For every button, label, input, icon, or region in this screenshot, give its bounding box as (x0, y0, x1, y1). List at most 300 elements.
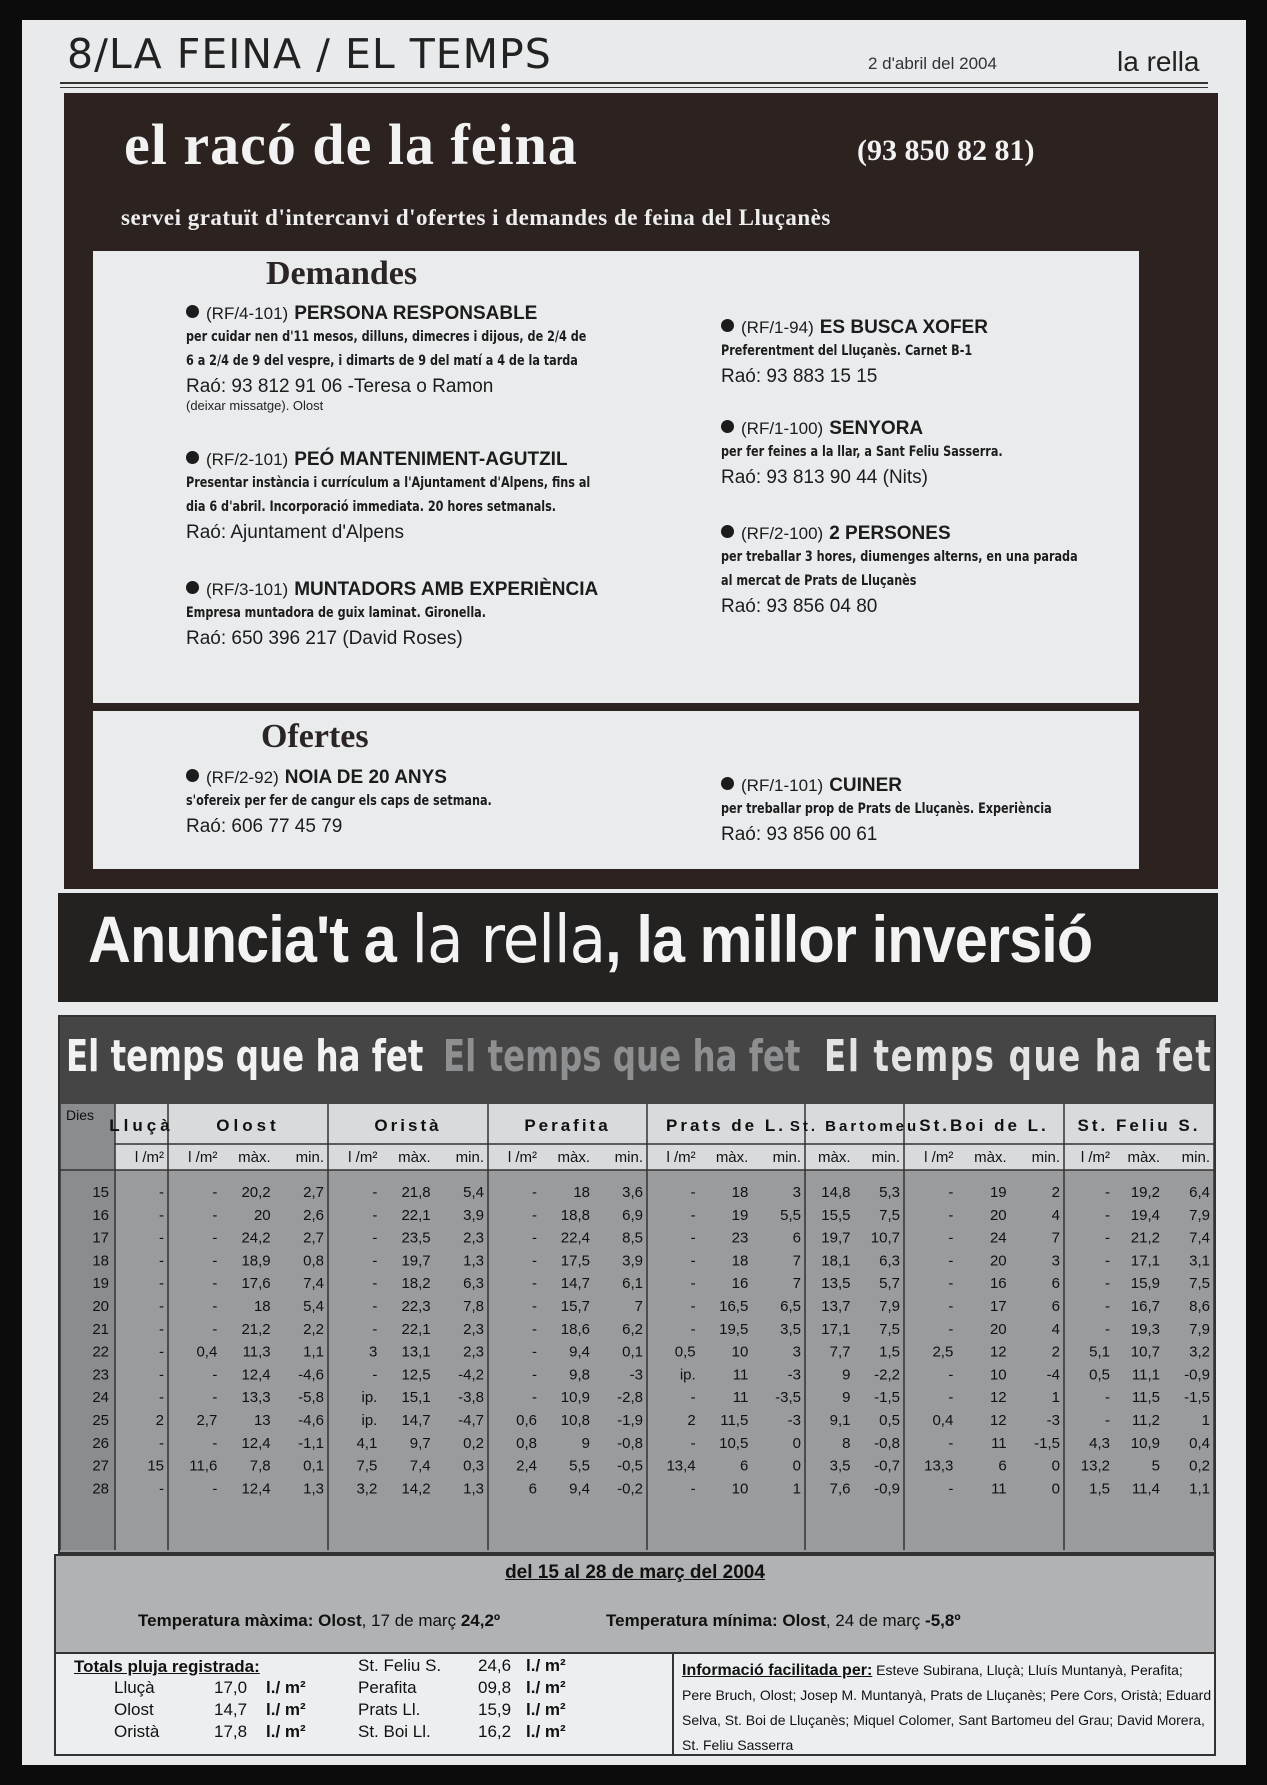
table-cell: 0,4 (196, 1343, 218, 1361)
column-subheader: min. (455, 1149, 484, 1166)
table-cell: ip. (361, 1389, 378, 1407)
table-cell: -4,2 (458, 1366, 484, 1384)
rain-total-value: 14,7 (214, 1700, 248, 1719)
table-cell: 3,5 (780, 1320, 801, 1338)
table-cell: 5 (1151, 1457, 1160, 1475)
table-cell: 4,3 (1089, 1434, 1110, 1452)
section-title: 8/LA FEINA / EL TEMPS (67, 30, 552, 78)
rain-total-value: 17,8 (214, 1722, 248, 1741)
table-cell: 5,5 (780, 1206, 801, 1224)
table-cell: 2,4 (516, 1457, 537, 1475)
table-cell: 10,8 (560, 1412, 590, 1429)
table-cell: 12 (989, 1412, 1007, 1429)
table-cell: ip. (679, 1366, 696, 1384)
days-label: Dies (66, 1107, 95, 1123)
table-cell: - (1105, 1412, 1110, 1429)
table-cell: 11,5 (1131, 1389, 1160, 1407)
table-cell: 1,5 (1089, 1480, 1110, 1498)
table-cell: - (948, 1252, 954, 1270)
table-cell: 11 (732, 1389, 749, 1407)
table-cell: 7,8 (249, 1457, 271, 1475)
table-cell: 17,5 (560, 1252, 590, 1270)
table-cell: -4,7 (458, 1412, 484, 1429)
table-cell: 8 (842, 1434, 851, 1452)
rain-total-value: 16,2 (478, 1722, 512, 1741)
table-cell: -1,5 (874, 1389, 900, 1407)
column-subheader: min. (772, 1149, 801, 1166)
table-cell: 0,8 (303, 1252, 324, 1270)
table-cell: - (948, 1184, 954, 1201)
table-cell: 19,5 (719, 1320, 749, 1338)
table-cell: 2 (1051, 1343, 1060, 1361)
table-cell: 12 (989, 1389, 1007, 1407)
table-cell: 6,9 (622, 1206, 643, 1224)
job-item: (RF/3-101) MUNTADORS AMB EXPERIÈNCIA Empresa muntadora de guix laminat. Gironella. Raó: 650 396 217 (David Roses) (186, 579, 599, 649)
rain-total-value: 24,6 (478, 1656, 512, 1675)
table-cell: 15,7 (560, 1298, 590, 1315)
table-cell: 20 (989, 1206, 1007, 1224)
table-cell: - (212, 1298, 218, 1315)
table-cell: - (212, 1389, 218, 1407)
table-cell: 13,3 (924, 1457, 954, 1475)
table-cell: 19,7 (821, 1229, 851, 1247)
table-cell: -1,9 (617, 1412, 643, 1429)
table-cell: - (159, 1184, 164, 1201)
table-cell: - (532, 1298, 537, 1315)
issue-date: 2 d'abril del 2004 (868, 54, 997, 73)
table-cell: 15,1 (401, 1389, 431, 1407)
table-cell: 18,6 (560, 1320, 590, 1338)
table-cell: 2 (1051, 1184, 1060, 1201)
table-cell: 2 (687, 1412, 696, 1429)
table-cell: 3 (792, 1184, 801, 1201)
table-cell: 7,5 (879, 1206, 900, 1224)
table-cell: 23 (731, 1229, 749, 1247)
table-cell: 7 (634, 1298, 643, 1315)
table-cell: 4 (1051, 1206, 1060, 1224)
table-cell: 8,5 (622, 1229, 643, 1247)
table-cell: 20,2 (241, 1184, 271, 1201)
table-cell: 6 (1051, 1298, 1060, 1315)
job-item: (RF/1-94) ES BUSCA XOFER Preferentment del Lluçanès. Carnet B-1 Raó: 93 883 15 15 (721, 317, 1013, 388)
table-cell: - (159, 1366, 164, 1384)
table-cell: 1 (1051, 1389, 1060, 1407)
bullet-icon (721, 319, 734, 332)
max-temperature: Temperatura màxima: Olost, 17 de març 24,2º (138, 1611, 501, 1630)
table-cell: - (372, 1275, 378, 1293)
table-cell: -3,8 (458, 1389, 484, 1407)
day-number: 17 (92, 1229, 109, 1247)
table-cell: 17,6 (241, 1275, 271, 1293)
rain-total-name: Perafita (358, 1678, 417, 1697)
table-cell: 18 (731, 1184, 749, 1201)
table-cell: -4,6 (298, 1412, 324, 1429)
job-contact: Raó: 93 883 15 15 (721, 366, 878, 387)
ofertes-heading: Ofertes (261, 718, 369, 755)
table-cell: -0,9 (874, 1480, 900, 1498)
table-cell: 11 (732, 1366, 749, 1384)
table-cell: 0 (1051, 1480, 1060, 1498)
table-cell: 8,6 (1189, 1298, 1210, 1315)
rain-total-name: Oristà (114, 1722, 160, 1741)
table-cell: - (1105, 1206, 1110, 1224)
table-cell: 7,9 (1189, 1320, 1210, 1338)
day-number: 28 (92, 1480, 109, 1498)
table-cell: - (690, 1320, 696, 1338)
table-cell: -4 (1046, 1366, 1060, 1384)
table-cell: - (948, 1320, 954, 1338)
table-cell: 5,3 (879, 1184, 900, 1201)
table-cell: - (212, 1275, 218, 1293)
table-cell: 1 (1201, 1412, 1210, 1429)
rain-total-name: Prats Ll. (358, 1700, 421, 1719)
raco-phone: (93 850 82 81) (857, 134, 1035, 167)
rain-total-value: 17,0 (214, 1678, 248, 1697)
table-cell: 11,5 (720, 1412, 749, 1429)
raco-de-la-feina-box (64, 93, 1218, 889)
column-subheader: màx. (715, 1149, 749, 1166)
table-cell: - (212, 1366, 218, 1384)
raco-subtitle: servei gratuït d'intercanvi d'ofertes i demandes de feina del Lluçanès (121, 205, 831, 230)
table-cell: 20 (253, 1206, 271, 1224)
column-subheader: min. (614, 1149, 643, 1166)
table-cell: 16,7 (1130, 1298, 1160, 1315)
demandes-panel (93, 251, 1139, 703)
table-cell: 2,2 (303, 1320, 324, 1338)
table-cell: 3 (368, 1343, 378, 1361)
table-cell: 6 (739, 1457, 749, 1475)
table-cell: 10 (731, 1480, 749, 1498)
table-cell: 7,7 (829, 1343, 851, 1361)
table-cell: 24,2 (241, 1229, 271, 1247)
table-cell: 13,2 (1080, 1457, 1110, 1475)
column-subheader: màx. (817, 1149, 851, 1166)
table-cell: 13,7 (821, 1298, 851, 1315)
table-cell: - (1105, 1298, 1110, 1315)
table-cell: 22,3 (401, 1298, 431, 1315)
table-cell: -2,8 (617, 1389, 643, 1407)
column-subheader: l /m² (188, 1149, 218, 1166)
bullet-icon (186, 581, 199, 594)
day-number: 21 (92, 1320, 109, 1338)
table-cell: - (690, 1389, 696, 1407)
station-name: St. Feliu S. (1077, 1116, 1201, 1135)
day-number: 25 (92, 1412, 109, 1429)
table-cell: - (212, 1206, 218, 1224)
table-cell: 14,7 (401, 1412, 431, 1429)
table-cell: 16 (989, 1275, 1007, 1293)
rain-total-unit: l./ m² (266, 1700, 306, 1719)
table-cell: 11,4 (1131, 1480, 1160, 1498)
table-cell: - (1105, 1184, 1110, 1201)
table-cell: 7,9 (1189, 1206, 1210, 1224)
table-cell: - (690, 1275, 696, 1293)
table-cell: - (372, 1366, 378, 1384)
masthead-brand: la rella (1117, 46, 1200, 77)
table-cell: 0,4 (932, 1412, 954, 1429)
job-item: (RF/2-92) NOIA DE 20 ANYS s'ofereix per fer de cangur els caps de setmana. Raó: 606 77 45 79 (186, 767, 542, 838)
table-cell: 0,5 (1089, 1366, 1110, 1384)
table-cell: 7,9 (879, 1298, 900, 1315)
table-cell: 6,3 (463, 1275, 484, 1293)
table-cell: 9,8 (569, 1366, 590, 1384)
bullet-icon (186, 769, 199, 782)
table-cell: 0,2 (463, 1434, 484, 1452)
table-cell: - (212, 1320, 218, 1338)
table-cell: 5,1 (1089, 1343, 1110, 1361)
table-cell: 19,7 (401, 1252, 431, 1270)
table-cell: 10,7 (1130, 1343, 1160, 1361)
table-cell: 3,2 (1189, 1343, 1210, 1361)
table-cell: 12,4 (241, 1434, 271, 1452)
column-subheader: màx. (557, 1149, 590, 1166)
table-cell: -5,8 (298, 1389, 324, 1407)
job-contact: Raó: 93 856 00 61 (721, 824, 878, 845)
table-cell: - (948, 1229, 954, 1247)
table-cell: 24 (989, 1229, 1007, 1247)
table-cell: - (948, 1389, 954, 1407)
job-item: (RF/4-101) PERSONA RESPONSABLE per cuidar nen d'11 mesos, dilluns, dimecres i dijous, de 2/4 de 6 a 2/4 de 9 del vespre, i dimarts de 9 del matí a 4 de la tarda Raó: 93 812 91 06 -Teresa o Ramon (deixar missatge). Olost (186, 303, 652, 413)
job-contact: Raó: Ajuntament d'Alpens (186, 522, 405, 543)
table-cell: 6 (792, 1229, 801, 1247)
table-cell: -0,9 (1184, 1366, 1210, 1384)
table-cell: - (690, 1434, 696, 1452)
table-cell: 22,1 (401, 1206, 431, 1224)
table-cell: 5,5 (569, 1457, 590, 1475)
weather-table (60, 1104, 1214, 1550)
table-cell: 12 (989, 1343, 1007, 1361)
table-cell: 11,6 (189, 1457, 218, 1475)
day-number: 15 (92, 1184, 109, 1201)
table-cell: 7 (792, 1252, 801, 1270)
table-cell: 13,4 (666, 1457, 696, 1475)
table-cell: 7 (792, 1275, 801, 1293)
station-name: Prats de L. (666, 1116, 786, 1135)
table-cell: 21,8 (401, 1184, 431, 1201)
table-cell: 13,1 (401, 1343, 431, 1361)
header-rule-thin (60, 87, 1208, 88)
table-cell: - (372, 1229, 378, 1247)
rain-total-unit: l./ m² (526, 1700, 566, 1719)
table-cell: -3 (787, 1412, 801, 1429)
table-cell: - (690, 1206, 696, 1224)
table-cell: - (532, 1252, 537, 1270)
table-cell: 10 (989, 1366, 1007, 1384)
table-cell: 5,7 (879, 1275, 900, 1293)
weather-summary (54, 1554, 1216, 1654)
column-subheader: màx. (398, 1149, 431, 1166)
table-cell: 1,1 (303, 1343, 324, 1361)
table-cell: - (532, 1389, 537, 1407)
job-contact: Raó: 93 856 04 80 (721, 596, 878, 617)
table-cell: - (372, 1184, 378, 1201)
table-cell: - (532, 1343, 537, 1361)
day-number: 27 (92, 1457, 109, 1475)
table-cell: - (212, 1229, 218, 1247)
table-cell: 16 (731, 1275, 749, 1293)
table-cell: -3 (1046, 1412, 1060, 1429)
table-cell: -0,8 (874, 1434, 900, 1452)
rain-totals (54, 1652, 1216, 1756)
table-cell: - (159, 1298, 164, 1315)
table-cell: 18,2 (401, 1275, 431, 1293)
table-cell: 20 (989, 1320, 1007, 1338)
rain-total-unit: l./ m² (526, 1722, 566, 1741)
table-cell: - (948, 1206, 954, 1224)
table-cell: 13 (253, 1412, 271, 1429)
table-cell: 2,5 (932, 1343, 954, 1361)
table-cell: 19,3 (1130, 1320, 1160, 1338)
table-cell: 2,3 (463, 1343, 484, 1361)
rain-total-name: St. Boi Ll. (358, 1722, 431, 1741)
table-cell: 6 (1051, 1275, 1060, 1293)
table-cell: 3,5 (829, 1457, 851, 1475)
table-cell: 7,4 (1189, 1229, 1210, 1247)
info-text: Esteve Subirana, Lluçà; Lluís Muntanyà, Perafita; Pere Bruch, Olost; Josep M. Muntanyà, Prats de Lluçanès; Pere Cors, Oristà; Eduard Selva, St. Boi de Lluçanès; Miquel Colomer, Sant Bartomeu del Grau; David Morera, St. Feliu Sasserra (682, 1662, 1212, 1753)
table-cell: - (690, 1184, 696, 1201)
table-cell: 0 (792, 1434, 801, 1452)
column-subheader: màx. (1127, 1149, 1160, 1166)
table-cell: 4,1 (356, 1434, 378, 1452)
table-cell: -3 (787, 1366, 801, 1384)
station-name: Perafita (524, 1116, 611, 1135)
table-cell: 1,3 (463, 1480, 484, 1498)
ofertes-panel (93, 711, 1139, 869)
table-cell: - (159, 1343, 164, 1361)
day-number: 16 (92, 1206, 109, 1224)
day-number: 19 (92, 1275, 109, 1293)
rain-total-name: Olost (114, 1700, 154, 1719)
table-cell: 12,4 (241, 1366, 271, 1384)
bullet-icon (186, 451, 199, 464)
table-cell: -4,6 (298, 1366, 324, 1384)
totals-heading: Totals pluja registrada: (74, 1657, 260, 1676)
job-contact: Raó: 650 396 217 (David Roses) (186, 628, 463, 649)
rain-total-unit: l./ m² (526, 1678, 566, 1697)
table-cell: 2,7 (303, 1229, 324, 1247)
table-cell: 1,1 (1189, 1480, 1210, 1498)
table-cell: 18,9 (241, 1252, 271, 1270)
table-cell: 1,3 (303, 1480, 324, 1498)
table-cell: - (159, 1389, 164, 1407)
table-cell: - (1105, 1275, 1110, 1293)
table-cell: - (532, 1184, 537, 1201)
table-cell: 5,4 (463, 1184, 484, 1201)
period-label: del 15 al 28 de març del 2004 (505, 1562, 765, 1583)
table-cell: 10,9 (560, 1389, 590, 1407)
rain-total-name: Lluçà (114, 1678, 155, 1697)
table-cell: 1 (792, 1480, 801, 1498)
station-name: Olost (216, 1116, 280, 1135)
table-cell: 3,1 (1189, 1252, 1210, 1270)
table-cell: 0 (792, 1457, 801, 1475)
table-cell: 18,1 (821, 1252, 851, 1270)
day-number: 22 (92, 1343, 109, 1361)
table-cell: 7,5 (1189, 1275, 1210, 1293)
column-subheader: màx. (974, 1149, 1007, 1166)
job-contact: Raó: 93 813 90 44 (Nits) (721, 467, 929, 488)
table-cell: 15,5 (821, 1206, 851, 1224)
rain-total-unit: l./ m² (526, 1656, 566, 1675)
raco-title: el racó de la feina (124, 112, 578, 177)
column-subheader: l /m² (507, 1149, 537, 1166)
table-cell: 13,3 (241, 1389, 271, 1407)
table-cell: 14,2 (401, 1480, 431, 1498)
bullet-icon (721, 420, 734, 433)
station-name: Lluçà (109, 1116, 174, 1135)
table-cell: 2,6 (303, 1206, 324, 1224)
table-cell: 9,4 (569, 1343, 590, 1361)
table-cell: 9 (842, 1366, 851, 1384)
table-cell: 0,5 (674, 1343, 696, 1361)
table-cell: 2,3 (463, 1229, 484, 1247)
column-subheader: min. (871, 1149, 900, 1166)
table-cell: 11,3 (242, 1343, 271, 1361)
table-cell: - (372, 1206, 378, 1224)
weather-heading: El temps que ha fet (66, 1031, 424, 1082)
table-cell: 21,2 (1130, 1229, 1160, 1247)
advert-banner (58, 893, 1218, 1002)
column-subheader: l /m² (134, 1149, 164, 1166)
column-subheader: min. (1031, 1149, 1060, 1166)
table-cell: 1,3 (463, 1252, 484, 1270)
table-cell: - (532, 1206, 537, 1224)
table-cell: 2 (155, 1412, 164, 1429)
table-cell: 10 (731, 1343, 749, 1361)
table-cell: 3,9 (622, 1252, 643, 1270)
table-cell: 2,7 (303, 1184, 324, 1201)
column-subheader: min. (1181, 1149, 1210, 1166)
table-cell: 0 (1051, 1457, 1060, 1475)
table-cell: 19,4 (1130, 1206, 1160, 1224)
station-name: St. Bartomeu (789, 1118, 920, 1135)
table-cell: -0,5 (617, 1457, 643, 1475)
table-cell: -3,5 (775, 1389, 801, 1407)
table-cell: - (372, 1298, 378, 1315)
table-cell: 7,8 (463, 1298, 484, 1315)
demandes-heading: Demandes (266, 255, 418, 292)
table-cell: 7,5 (879, 1320, 900, 1338)
table-cell: - (212, 1480, 218, 1498)
table-cell: 7,5 (356, 1457, 378, 1475)
job-item: (RF/1-101) CUINER per treballar prop de Prats de Lluçanès. Experiència Raó: 93 856 00 61 (721, 775, 1106, 846)
table-cell: -0,2 (617, 1480, 643, 1498)
table-cell: - (159, 1320, 164, 1338)
table-cell: - (532, 1229, 537, 1247)
table-cell: 17,1 (1130, 1252, 1160, 1270)
table-cell: 11 (991, 1480, 1007, 1498)
rain-total-value: 15,9 (478, 1700, 512, 1719)
table-cell: 6,2 (622, 1320, 643, 1338)
table-cell: - (1105, 1320, 1110, 1338)
column-subheader: l /m² (666, 1149, 696, 1166)
table-cell: 0,8 (516, 1434, 537, 1452)
table-cell: 3 (1051, 1252, 1060, 1270)
table-cell: 18,8 (560, 1206, 590, 1224)
table-cell: - (372, 1320, 378, 1338)
rain-total-name: St. Feliu S. (358, 1656, 442, 1675)
table-cell: 18 (731, 1252, 749, 1270)
table-cell: 19 (989, 1184, 1007, 1201)
table-cell: 14,8 (821, 1184, 851, 1201)
weather-heading-echo: El temps que ha fet (824, 1031, 1213, 1082)
table-cell: -2,2 (874, 1366, 900, 1384)
table-cell: - (690, 1298, 696, 1315)
table-cell: ip. (361, 1412, 378, 1429)
column-subheader: min. (295, 1149, 324, 1166)
table-cell: 13,5 (821, 1275, 851, 1293)
table-cell: 14,7 (560, 1275, 590, 1293)
